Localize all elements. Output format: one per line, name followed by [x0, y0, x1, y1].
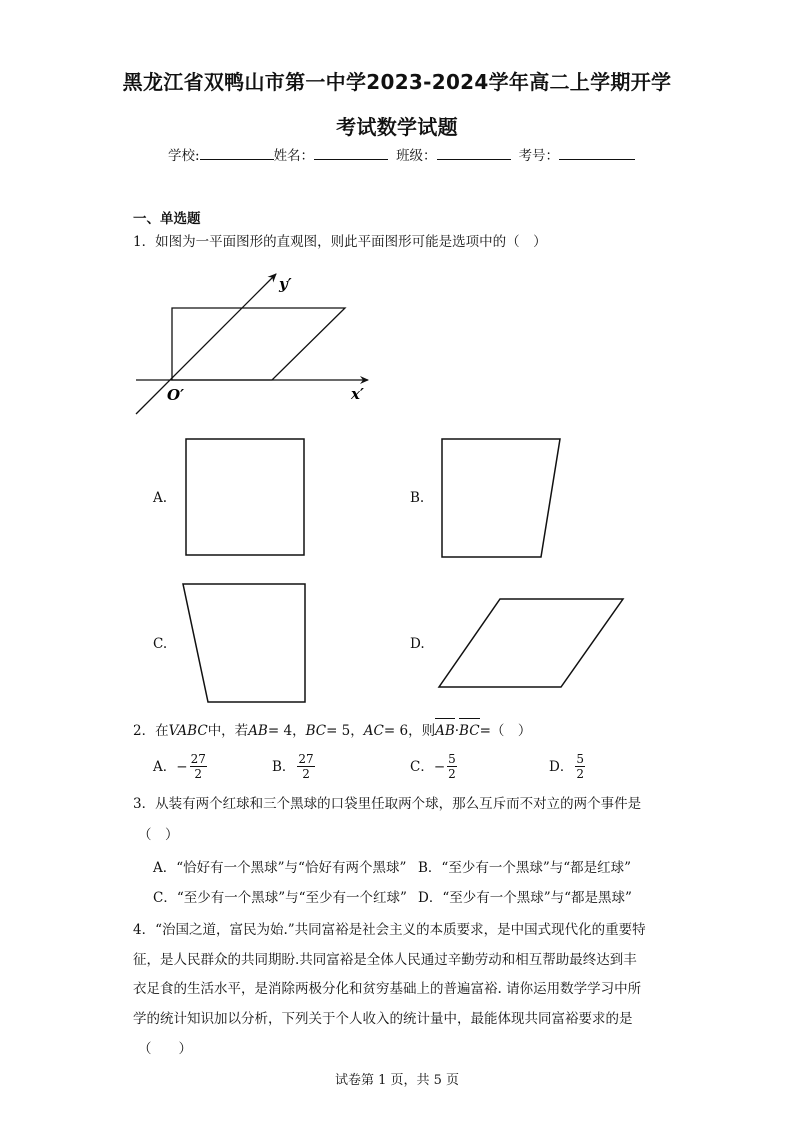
q1-option-c-figure[interactable] [181, 582, 309, 706]
oblique-shape [172, 308, 345, 380]
axis-y-label: y′ [279, 275, 292, 293]
q1-option-b-label: B. [410, 490, 425, 506]
school-field[interactable] [200, 145, 274, 160]
school-label: 学校: [168, 148, 200, 164]
q1-stem: 1．如图为一平面图形的直观图，则此平面图形可能是选项中的（ ） [133, 234, 547, 250]
name-label: 姓名： [273, 148, 315, 164]
q4-line-2: 征，是人民群众的共同期盼.共同富裕是全体人民通过辛勤劳动和相互帮助最终达到丰 [133, 952, 637, 968]
q1-option-a-label: A. [153, 490, 168, 506]
section-title: 一、单选题 [133, 211, 201, 227]
q2-option-d[interactable]: D． $\frac{5}{2}$ [549, 752, 584, 781]
q3-option-d[interactable]: D．“至少有一个黑球”与“都是黑球” [418, 890, 632, 906]
q1-option-b-figure[interactable] [440, 437, 564, 561]
q2-stem: 2．在VABC中，若AB= 4，BC= 5，AC= 6，则AB·BC=（ ） [133, 723, 532, 739]
q3-stem: 3．从装有两个红球和三个黑球的口袋里任取两个球，那么互斥而不对立的两个事件是 [133, 796, 642, 812]
number-label: 考号： [518, 148, 560, 164]
parallelogram-shape [439, 599, 623, 687]
trapezoid-shape [183, 584, 305, 702]
q4-line-3: 衣足食的生活水平，是消除两极分化和贫穷基础上的普遍富裕. 请你运用数学学习中所 [133, 981, 642, 997]
q1-oblique-figure [125, 262, 385, 422]
q3-option-c[interactable]: C．“至少有一个黑球”与“至少有一个红球” [153, 890, 407, 906]
q3-option-b[interactable]: B．“至少有一个黑球”与“都是红球” [418, 860, 632, 876]
number-field[interactable] [559, 145, 635, 160]
page-footer: 试卷第 1 页，共 5 页 [334, 1073, 460, 1088]
right-trapezoid-shape [442, 439, 560, 557]
class-label: 班级： [396, 148, 437, 164]
student-info-line [168, 145, 635, 166]
axis-x-label: x′ [351, 385, 364, 403]
q1-option-d-label: D. [410, 636, 425, 652]
q1-option-c-label: C. [153, 636, 168, 652]
name-field[interactable] [314, 145, 388, 160]
q1-option-a-figure[interactable] [184, 437, 308, 557]
q4-paren: （ ） [138, 1041, 192, 1057]
q3-paren: （ ） [138, 827, 179, 843]
y-axis [136, 274, 276, 414]
square-shape [186, 439, 304, 555]
origin-label: O′ [167, 386, 185, 404]
q2-option-a[interactable]: A． − $\frac{27}{2}$ [153, 752, 206, 781]
q2-option-c[interactable]: C． − $\frac{5}{2}$ [410, 752, 456, 781]
exam-title-line2: 考试数学试题 [336, 115, 458, 139]
q3-option-a[interactable]: A．“恰好有一个黑球”与“恰好有两个黑球” [153, 860, 407, 876]
class-field[interactable] [437, 145, 511, 160]
vector-bc: BC [459, 723, 480, 739]
exam-title-line1: 黑龙江省双鸭山市第一中学2023-2024学年高二上学期开学 [122, 70, 672, 94]
q4-line-1: 4．“治国之道，富民为始.”共同富裕是社会主义的本质要求，是中国式现代化的重要特 [133, 922, 646, 938]
q1-option-d-figure[interactable] [437, 597, 627, 690]
triangle-symbol: VABC [168, 723, 208, 739]
q4-line-4: 学的统计知识加以分析，下列关于个人收入的统计量中，最能体现共同富裕要求的是 [133, 1011, 633, 1027]
q2-option-b[interactable]: B． $\frac{27}{2}$ [272, 752, 314, 781]
vector-ab: AB [435, 723, 455, 739]
